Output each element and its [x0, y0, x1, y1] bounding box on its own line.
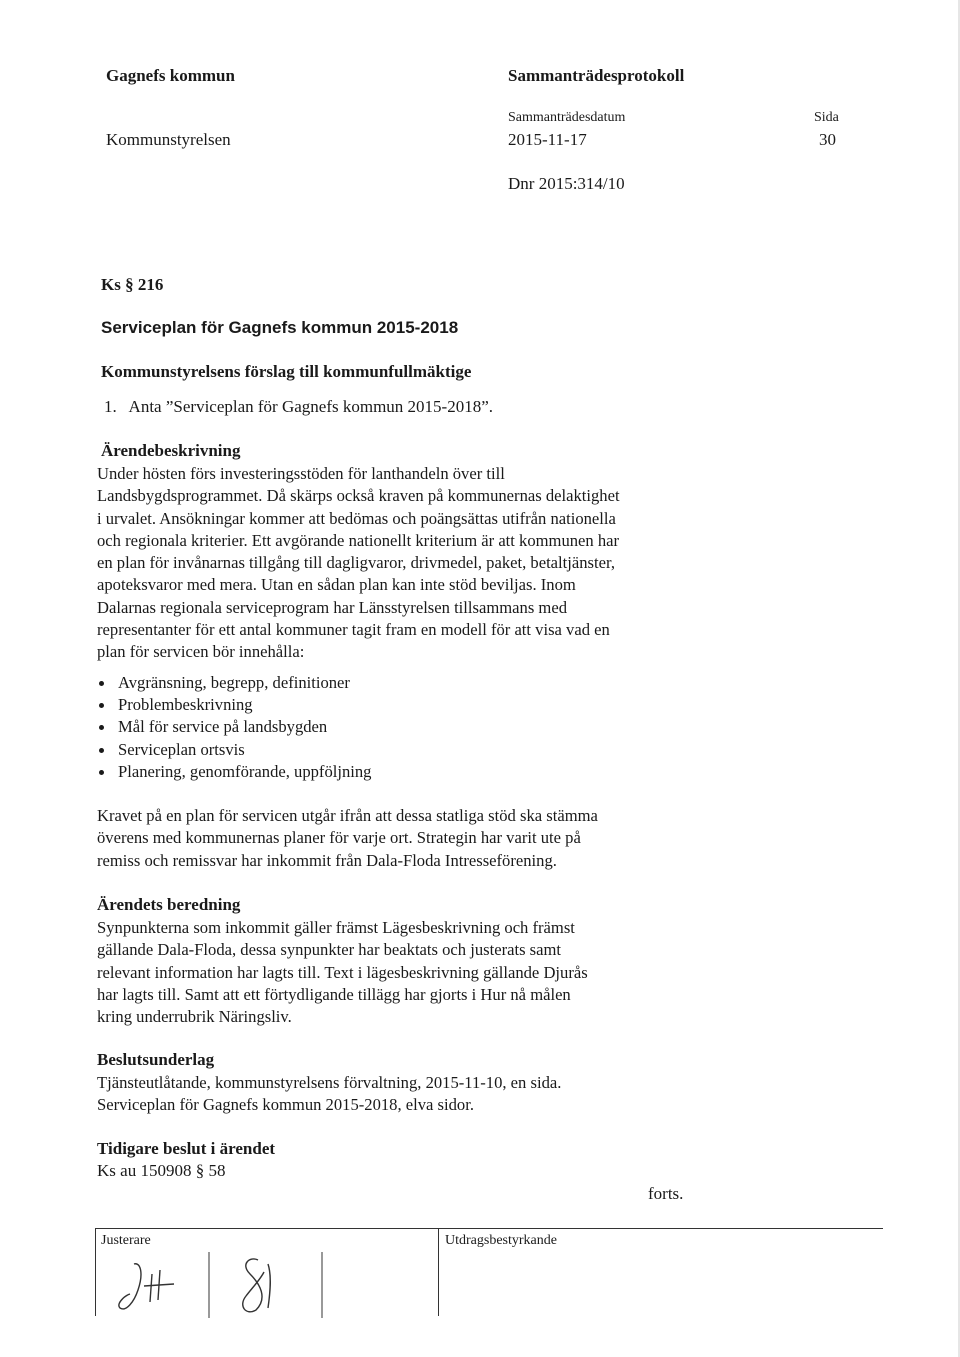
text-line: relevant information har lagts till. Text i lägesbeskrivning gällande Djurås [97, 962, 588, 982]
text-line: Landsbygdsprogrammet. Då skärps också kraven på kommunernas delaktighet [97, 486, 620, 506]
bullet-list [97, 672, 371, 783]
footer-left-border [95, 1228, 96, 1316]
date-label: Sammanträdesdatum [508, 110, 626, 125]
text-line: i urvalet. Ansökningar kommer att bedömas och poängsättas utifrån nationella [97, 508, 616, 528]
case-title: Serviceplan för Gagnefs kommun 2015-2018 [101, 318, 459, 337]
date-value: 2015-11-17 [508, 130, 587, 149]
bullet-icon [99, 703, 104, 708]
text-line: gällande Dala-Floda, dessa synpunkter har beaktats och justerats samt [97, 940, 562, 960]
bullet-icon [99, 681, 104, 686]
proposal-item: 1. Anta ”Serviceplan för Gagnefs kommun 2015-2018”. [104, 397, 494, 416]
text-line: har lagts till. Samt att ett förtydligande tillägg har gjorts i Hur nå målen [97, 984, 571, 1004]
document-type: Sammanträdesprotokoll [508, 66, 685, 85]
proposal-heading: Kommunstyrelsens förslag till kommunfullmäktige [101, 362, 472, 381]
text-line: kring underrubrik Näringsliv. [97, 1007, 292, 1027]
text-line: apoteksvaror med mera. Utan en sådan plan kan inte stöd beviljas. Inom [97, 575, 576, 595]
text-line: Tjänsteutlåtande, kommunstyrelsens förvaltning, 2015-11-10, en sida. [97, 1073, 562, 1092]
beredning-text [97, 917, 717, 1028]
section-heading-arendebeskrivning: Ärendebeskrivning [101, 441, 241, 460]
text-line: Synpunkterna som inkommit gäller främst Lägesbeskrivning och främst [97, 918, 575, 937]
text-line: Kravet på en plan för servicen utgår ifrån att dessa statliga stöd ska stämma [97, 806, 598, 825]
text-line: överens med kommunernas planer för varje ort. Strategin har varit ute på [97, 828, 581, 848]
text-line: Dalarnas regionala serviceprogram har Länsstyrelsen tillsammans med [97, 597, 567, 617]
continued-note: forts. [648, 1184, 684, 1203]
body-name: Kommunstyrelsen [106, 130, 231, 149]
dnr: Dnr 2015:314/10 [508, 174, 625, 193]
list-item: Mål för service på landsbygden [97, 716, 371, 738]
signature-initials-1 [119, 1264, 174, 1309]
case-number: Ks § 216 [101, 275, 164, 294]
list-item: Serviceplan ortsvis [97, 739, 371, 761]
page-number: 30 [819, 130, 836, 149]
text-line: representanter för ett antal kommuner tagit fram en modell för att visa vad en [97, 620, 610, 640]
page-label: Sida [814, 110, 839, 125]
list-item: Planering, genomförande, uppföljning [97, 761, 371, 783]
tidigare-line: Ks au 150908 § 58 [97, 1161, 226, 1180]
text-line: plan för servicen bör innehålla: [97, 642, 305, 662]
text-line: remiss och remissvar har inkommit från Dala-Floda Intresseförening. [97, 850, 557, 870]
signature-box [100, 1250, 340, 1325]
utdrag-label: Utdragsbestyrkande [445, 1233, 557, 1248]
arendebeskrivning-text [97, 463, 717, 664]
text-line: och regionala kriterier. Ett avgörande nationellt kriterium är att kommunen har [97, 530, 620, 550]
text-line: Under hösten förs investeringsstöden för lanthandeln över till [97, 464, 505, 483]
justerare-label: Justerare [101, 1233, 151, 1248]
text-line: en plan för invånarnas tillgång till dagligvaror, drivmedel, paket, betaltjänster, [97, 553, 615, 573]
footer-divider [438, 1228, 439, 1316]
section-heading-beslutsunderlag: Beslutsunderlag [97, 1050, 215, 1069]
list-item: Problembeskrivning [97, 694, 371, 716]
beslutsunderlag-text [97, 1072, 717, 1117]
org-name: Gagnefs kommun [106, 66, 235, 85]
section-heading-beredning: Ärendets beredning [97, 895, 241, 914]
list-item: Avgränsning, begrepp, definitioner [97, 672, 371, 694]
bullet-icon [99, 748, 104, 753]
bullet-icon [99, 725, 104, 730]
krav-paragraph [97, 805, 717, 872]
text-line: Serviceplan för Gagnefs kommun 2015-2018, elva sidor. [97, 1095, 474, 1115]
section-heading-tidigare: Tidigare beslut i ärendet [97, 1139, 276, 1158]
bullet-icon [99, 770, 104, 775]
signature-initials-2 [243, 1259, 271, 1312]
footer-rule [95, 1228, 883, 1229]
